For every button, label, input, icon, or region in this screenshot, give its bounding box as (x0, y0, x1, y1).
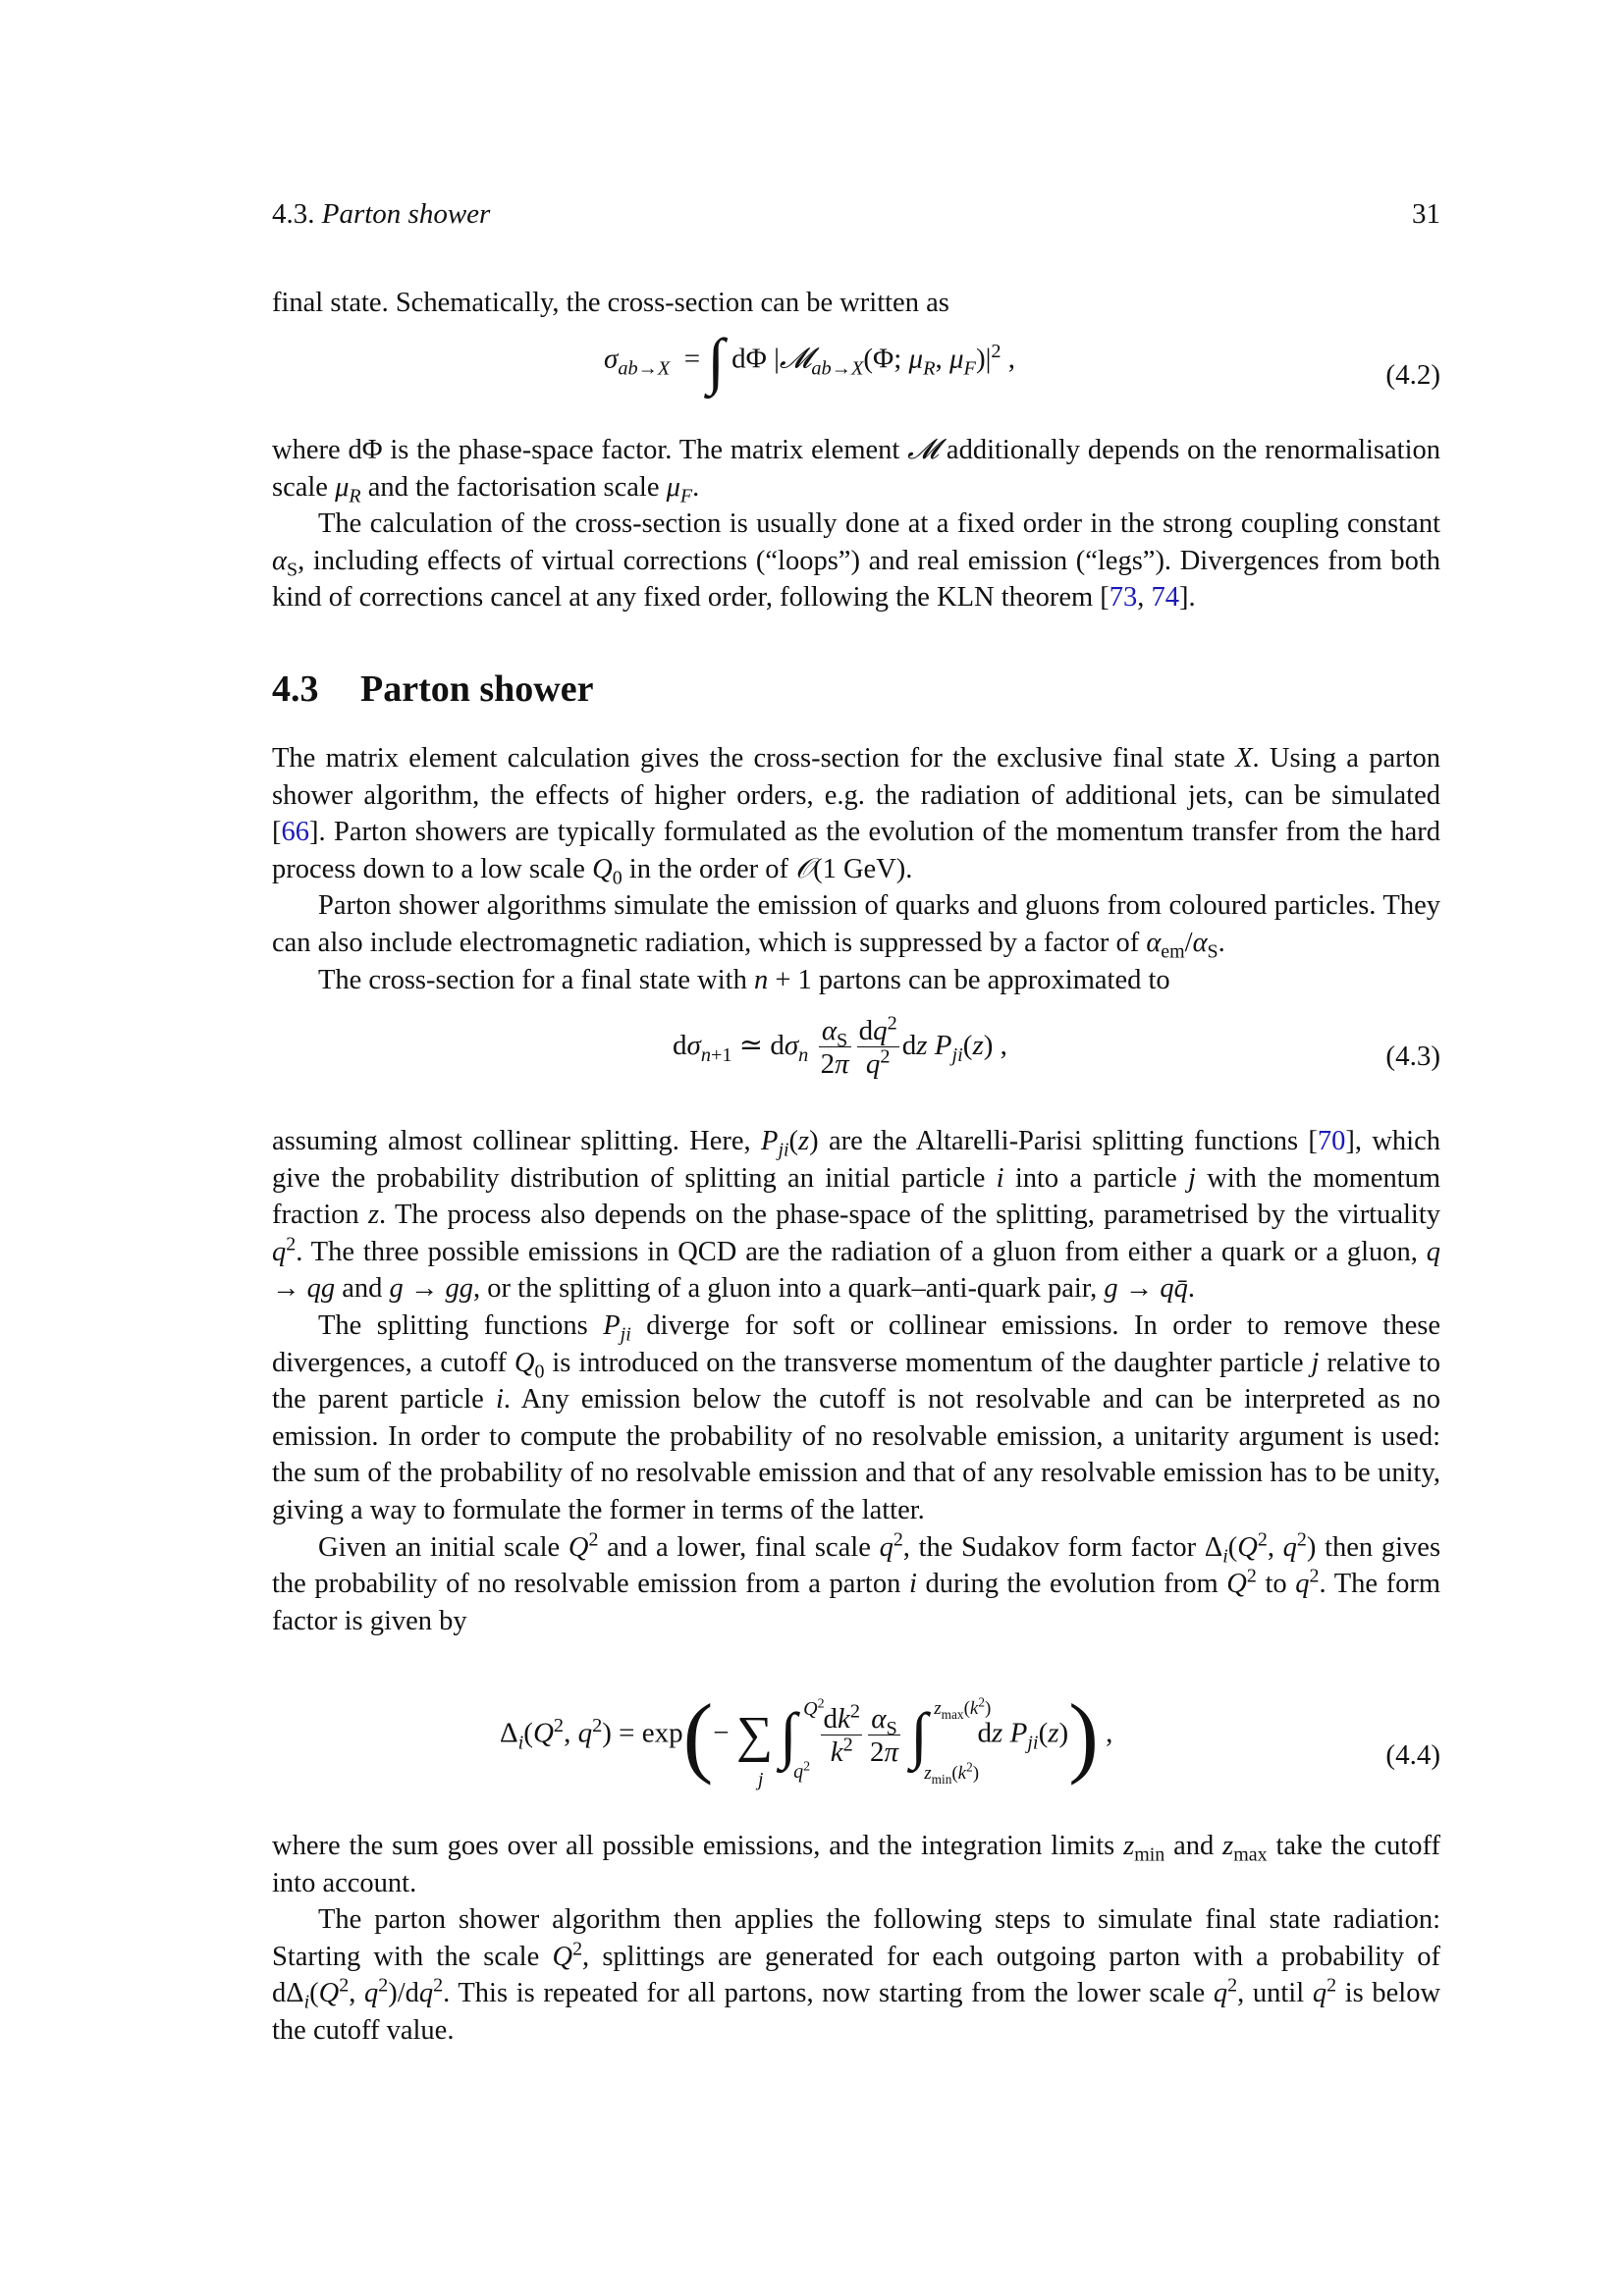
paragraph-calculation: The calculation of the cross-section is usually done at a fixed order in the strong coupling constant $\alpha_S$, including effects of virtual corrections (“loops”) and real emission (“legs”). Divergences from both kind of corrections cancel at any fixed order, following the KLN theorem [73, 74]. (272, 508, 1440, 614)
equation-4-3-body: $d\sigma_{n+1}$ ≃ $d\sigma_n$ $\frac{\alpha_S}{2\pi}$ $\frac{dq^2}{q^2}$ dz $P_{ji}(z)$ , (673, 1012, 1007, 1080)
paragraph-sudakov: Given an initial scale $Q^2$ and a lower, final scale $q^2$, the Sudakov form factor $\Delta_i(Q^2$, $q^2$) then gives the probability of no resolvable emission from a parton i during the evolution from $Q^2$ to $q^2$. The form factor is given by (272, 1528, 1441, 1636)
citation-66[interactable]: 66 (281, 817, 309, 848)
equation-4-3 (272, 1012, 1440, 1113)
section-body (272, 740, 1440, 998)
equation-4-3-number: (4.3) (1385, 1041, 1440, 1072)
equation-4-4-body: $\Delta_i(Q^2$, $q^2) = \exp(-$ ∑ j ∫ $Q^2$ $q^2$ $\frac{dk^2}{k^2}$ $\frac{\alpha_S}{2\pi}$ ∫ $z_{max}(k^2)$ $z_{min}(k^2)$ dz $P_{ji}(z)$) , (500, 1685, 1113, 1790)
paragraph-cutoff: The splitting functions $P_{ji}$ diverge for soft or collinear emissions. In order to remove these divergences, a cutoff $Q_0$ is introduced on the transverse momentum of the daughter particle j relative to the parent particle i. Any emission below the cutoff is not resolvable and can be interpreted as no emission. In order to compute the probability of no resolvable emission, a unitarity argument is used: the sum of the probability of no resolvable emission and that of any resolvable emission has to be unity, giving a way to formulate the former in terms of the latter. (272, 1309, 1441, 1525)
section-heading (272, 667, 593, 711)
citation-70[interactable]: 70 (1317, 1126, 1346, 1156)
equation-4-2 (272, 326, 1440, 420)
intro-paragraph (272, 285, 1440, 322)
paragraph-integration-limits: where the sum goes over all possible emissions, and the integration limits $z_{min}$ and $z_{max}$ take the cutoff into account. (272, 1831, 1440, 1898)
intro-text: final state. Schematically, the cross-section can be written as (272, 288, 949, 318)
section-number: 4.3 (272, 668, 319, 710)
paragraph-shower-algorithms: Parton shower algorithms simulate the emission of quarks and gluons from coloured particles. They can also include electromagnetic radiation, which is suppressed by a factor of $\alpha_{em}/\alpha_S$. (272, 890, 1440, 963)
citation-73[interactable]: 73 (1109, 582, 1138, 614)
equation-4-4 (272, 1685, 1440, 1818)
header-section-number: 4.3. (272, 198, 315, 230)
citation-74[interactable]: 74 (1151, 582, 1180, 614)
paragraph-algorithm-steps: The parton shower algorithm then applies the following steps to simulate final state radiation: Starting with the scale $Q^2$, splittings are generated for each outgoing parton with a probability of $d\Delta_i(Q^2$, $q^2)/dq^2$. This is repeated for all partons, now starting from the lower scale $q^2$, until $q^2$ is below the cutoff value. (272, 1904, 1441, 2046)
equation-4-4-number: (4.4) (1385, 1739, 1440, 1771)
paragraph-matrix-calculation: The matrix element calculation gives the cross-section for the exclusive final state X. Using a parton shower algorithm, the effects of higher orders, e.g. the radiation of additional jets, can be simulated [66]. Parton showers are typically formulated as the evolution of the momentum transfer from the hard process down to a low scale $Q_0$ in the order of 𝒪(1 GeV). (272, 743, 1441, 889)
section-title: Parton shower (360, 668, 594, 710)
paragraph-block-2 (272, 1123, 1440, 1639)
paragraph-cross-section: The cross-section for a final state with n + 1 partons can be approximated to (318, 964, 1170, 995)
header-section-title: Parton shower (321, 198, 491, 230)
paragraph-block-1 (272, 432, 1440, 616)
running-header (272, 198, 1440, 231)
page-number: 31 (1412, 198, 1440, 230)
paragraph-block-3 (272, 1828, 1440, 2050)
equation-4-2-body: $\sigma_{ab\to X}$ = ∫ dΦ |𝓜$_{ab\to X}$(Φ; $\mu_R$, $\mu_F)|^2$ , (604, 326, 1016, 396)
paragraph-splitting: assuming almost collinear splitting. Here, $P_{ji}(z)$ are the Altarelli-Parisi splitting functions [70], which give the probability distribution of splitting an initial particle i into a particle j with the momentum fraction z. The process also depends on the phase-space of the splitting, parametrised by the virtuality $q^2$. The three possible emissions in QCD are the radiation of a gluon from either a quark or a gluon, q → qg and g → gg, or the splitting of a gluon into a quark–anti-quark pair, g → qq̄. (272, 1126, 1441, 1305)
equation-4-2-number: (4.2) (1385, 359, 1440, 391)
paragraph-matrix-element: where dΦ is the phase-space factor. The matrix element 𝓜 additionally depends on the renormalisation scale $\mu_R$ and the factorisation scale $\mu_F$. (272, 435, 1440, 507)
